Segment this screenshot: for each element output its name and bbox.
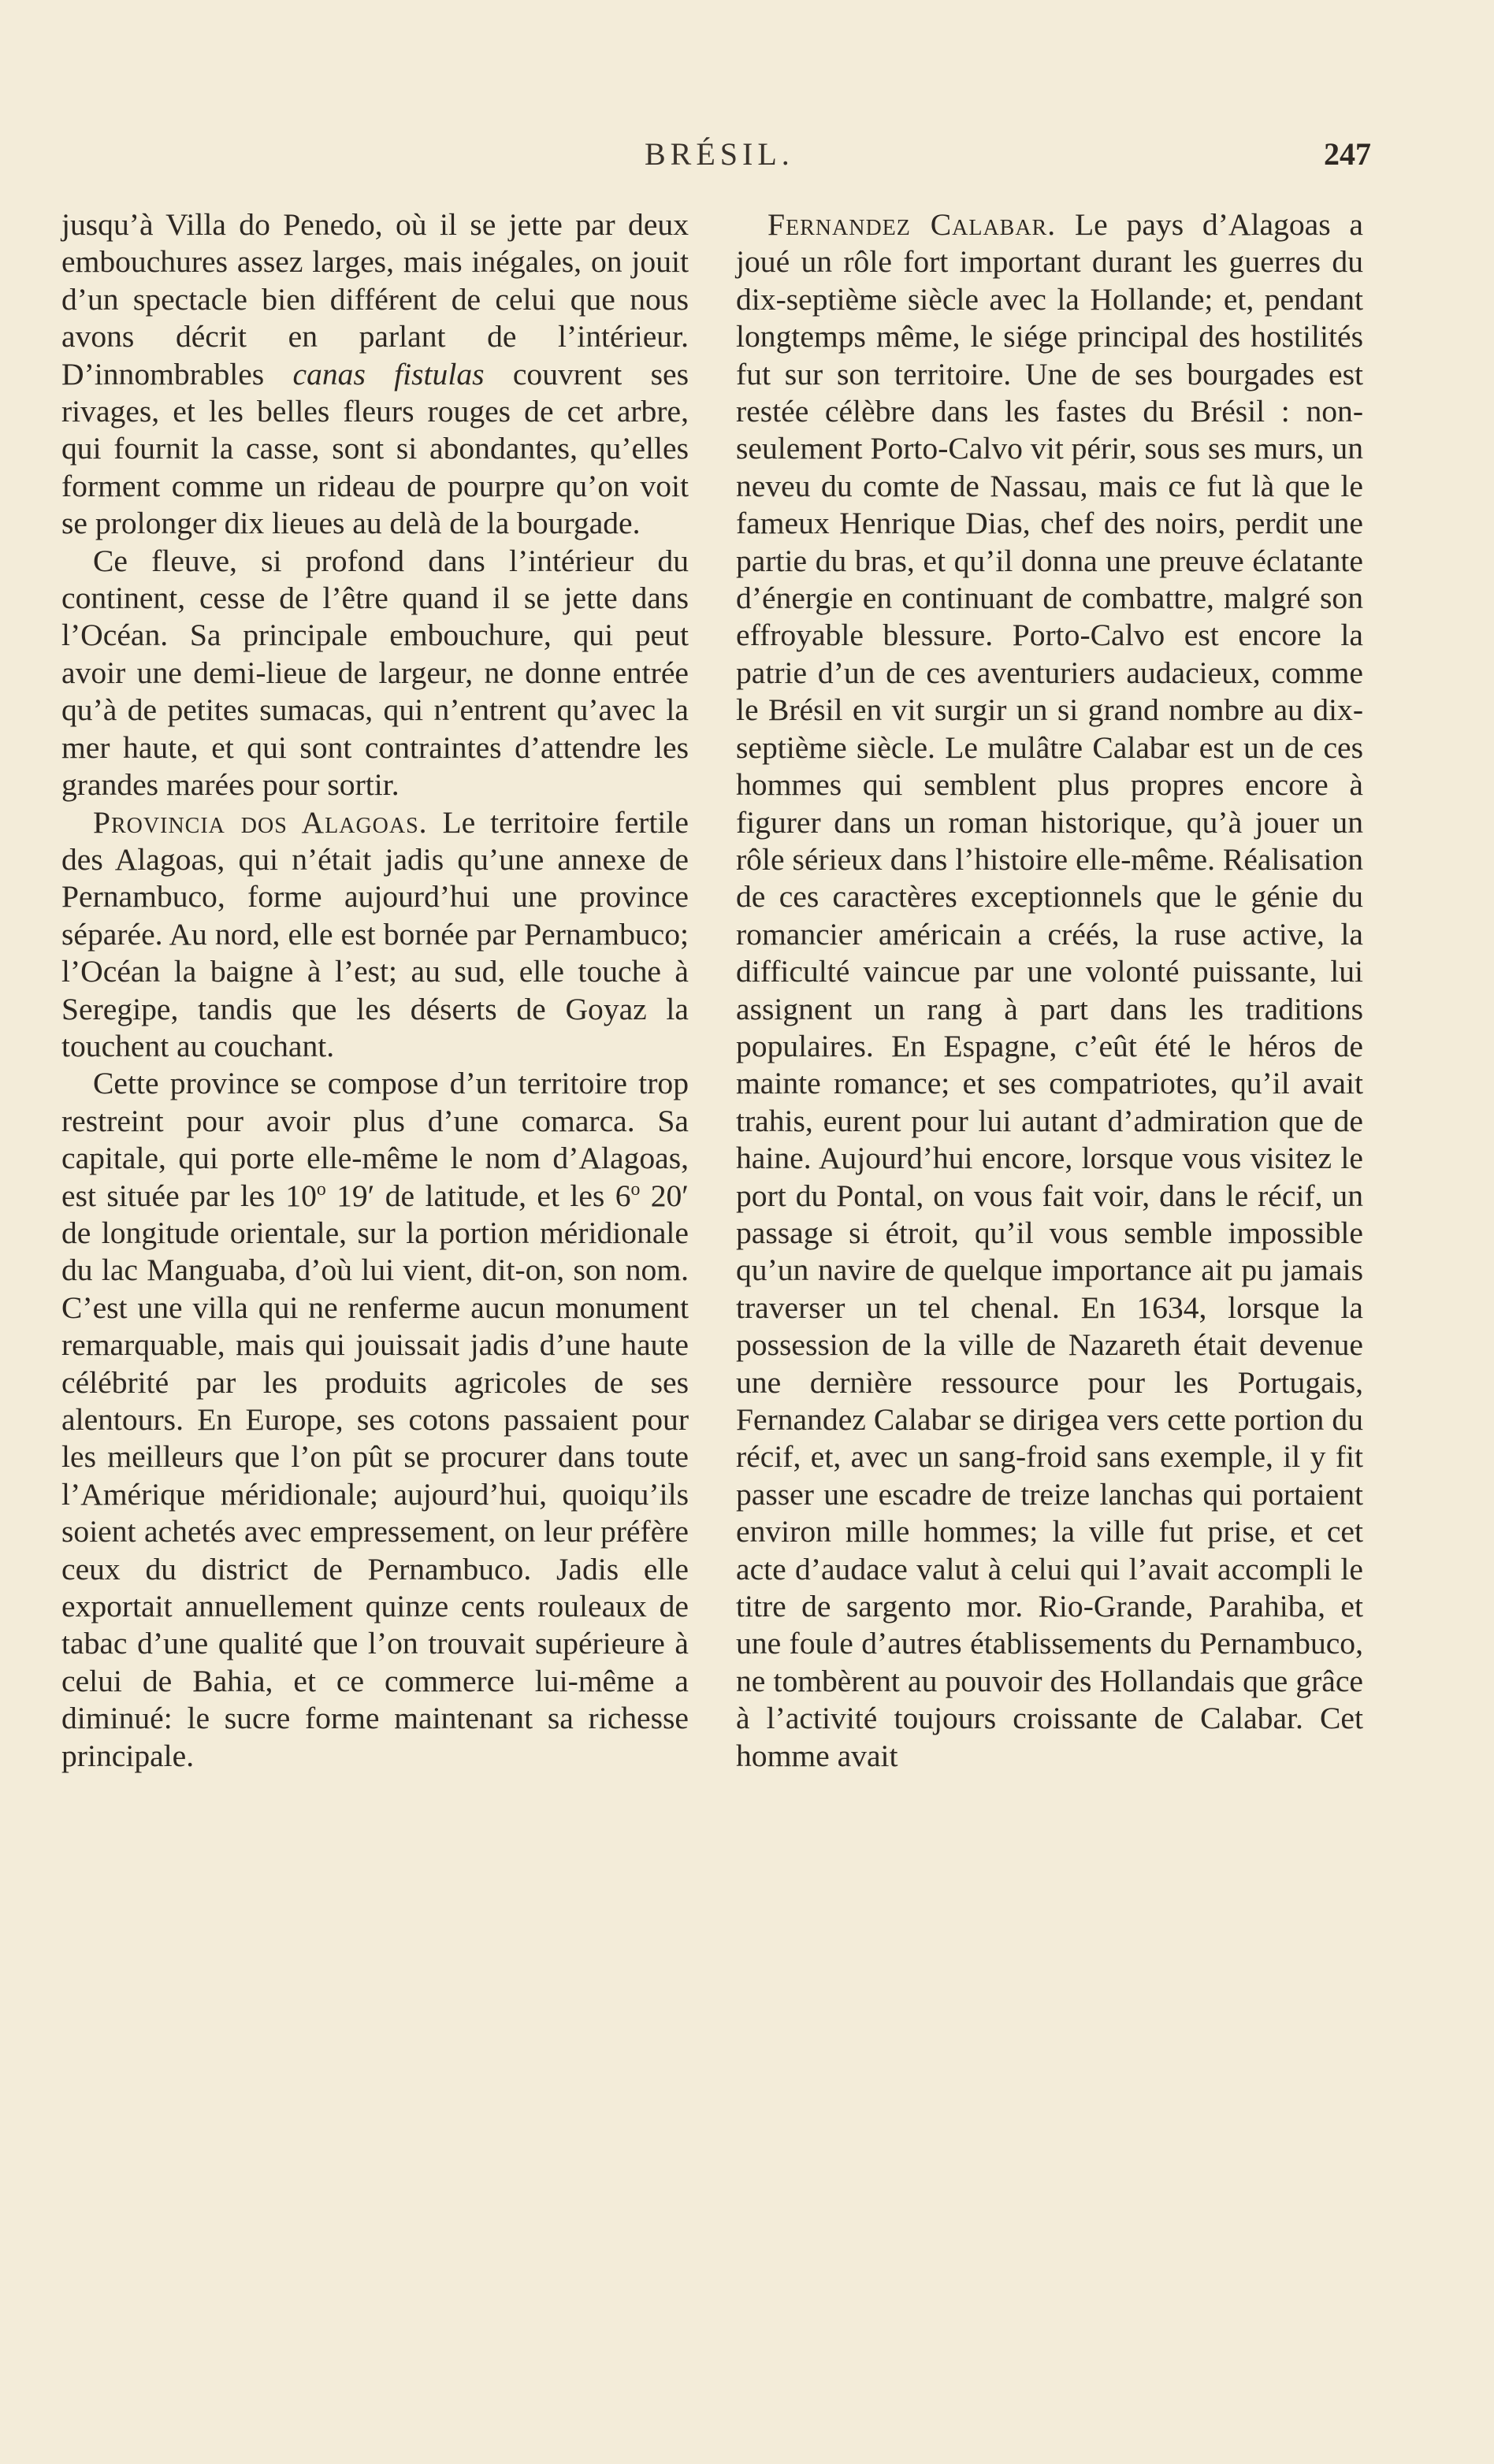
degree-mark-2: o: [630, 1178, 641, 1200]
left-paragraph-3: [61, 804, 689, 1066]
right-column: [736, 206, 1363, 1775]
left-p4-text-a: Cette province se compose d’un territoire trop restreint pour avoir plus d’une comarca. Sa capitale, qui porte elle-même le nom d’Alagoas, est située par les 10: [61, 1066, 689, 1213]
left-column: [61, 206, 689, 1775]
section-heading-alagoas: Provincia dos Alagoas.: [93, 804, 428, 840]
right-paragraph-1: [736, 206, 1363, 1775]
degree-mark-1: o: [316, 1178, 326, 1200]
left-p1-text-a: jusqu’à Villa do Penedo, où il se jette par deux embouchures assez larges, mais inégales, on jouit d’un spectacle bien différent de celui que nous avons décrit en parlant de l’intérieur. D’innombrables: [61, 207, 689, 391]
left-p4-text-b: 19′ de latitude, et les 6: [325, 1178, 631, 1213]
left-p1-text-b: couvrent ses rivages, et les belles fleurs rouges de cet arbre, qui fournit la casse, sont si abondantes, qu’elles forment comme un rideau de pourpre qu’on voit se prolonger dix lieues au delà de la bourgade.: [61, 356, 689, 541]
page-number: 247: [1324, 136, 1371, 172]
section-heading-calabar: Fernandez Calabar.: [767, 207, 1057, 242]
left-p3-text: Le territoire fertile des Alagoas, qui n’était jadis qu’une annexe de Pernambuco, forme aujourd’hui une province séparée. Au nord, elle est bornée par Pernambuco; l’Océan la baigne à l’est; au sud, elle touche à Seregipe, tandis que les déserts de Goyaz la touchent au couchant.: [61, 804, 689, 1063]
running-head: [0, 135, 1494, 183]
right-p1-text: Le pays d’Alagoas a joué un rôle fort important durant les guerres du dix-septième siècle avec la Hollande; et, pendant longtemps même, le siége principal des hostilités fut sur son territoire. Une de ses bourgades est restée célèbre dans les fastes du Brésil : non-seulement Porto-Calvo vit périr, sous ses murs, un neveu du comte de Nassau, mais ce fut là que le fameux Henrique Dias, chef des noirs, perdit une partie du bras, et qu’il donna une preuve éclatante d’énergie en continuant de combattre, malgré son effroyable blessure. Porto-Calvo est encore la patrie d’un de ces aventuriers audacieux, comme le Brésil en vit surgir un si grand nombre au dix-septième siècle. Le mulâtre Calabar est un de ces hommes qui semblent plus propres encore à figurer dans un roman historique, qu’à jouer un rôle sérieux dans l’histoire elle-même. Réalisation de ces caractères exceptionnels que le génie du romancier américain a créés, la ruse active, la difficulté vaincue par une volonté puissante, lui assignent un rang à part dans les traditions populaires. En Espagne, c’eût été le héros de mainte romance; et ses compatriotes, qu’il avait trahis, eurent pour lui autant d’admiration que de haine. Aujourd’hui encore, lorsque vous visitez le port du Pontal, on vous fait voir, dans le récif, un passage si étroit, qu’il vous semble impossible qu’un navire de quelque importance ait pu jamais traverser un tel chenal. En 1634, lorsque la possession de la ville de Nazareth était devenue une dernière ressource pour les Portugais, Fernandez Calabar se dirigea vers cette portion du récif, et, avec un sang-froid sans exemple, il y fit passer une escadre de treize lanchas qui portaient environ mille hommes; la ville fut prise, et cet acte d’audace valut à celui qui l’avait accompli le titre de sargento mor. Rio-Grande, Parahiba, et une foule d’autres établissements du Pernambuco, ne tombèrent au pouvoir des Hollandais que grâce à l’activité toujours croissante de Calabar. Cet homme avait: [736, 207, 1363, 1773]
left-paragraph-4: [61, 1065, 689, 1775]
left-paragraph-1: [61, 206, 689, 543]
left-p4-text-c: 20′ de longitude orientale, sur la portion méridionale du lac Manguaba, d’où lui vient, dit-on, son nom. C’est une villa qui ne renferme aucun monument remarquable, mais qui jouissait jadis d’une haute célébrité par les produits agricoles de ses alentours. En Europe, ses cotons passaient pour les meilleurs que l’on pût se procurer dans toute l’Amérique méridionale; aujourd’hui, quoiqu’ils soient achetés avec empressement, on leur préfère ceux du district de Pernambuco. Jadis elle exportait annuellement quinze cents rouleaux de tabac d’une qualité que l’on trouvait supérieure à celui de Bahia, et ce commerce lui-même a diminué: le sucre forme maintenant sa richesse principale.: [61, 1178, 689, 1773]
left-paragraph-2: Ce fleuve, si profond dans l’intérieur du continent, cesse de l’être quand il se jette dans l’Océan. Sa principale embouchure, qui peut avoir une demi-lieue de largeur, ne donne entrée qu’à de petites sumacas, qui n’entrent qu’avec la mer haute, et qui sont contraintes d’attendre les grandes marées pour sortir.: [61, 543, 689, 803]
running-title: BRÉSIL.: [645, 136, 794, 172]
left-p1-italic: canas fistulas: [292, 356, 485, 391]
